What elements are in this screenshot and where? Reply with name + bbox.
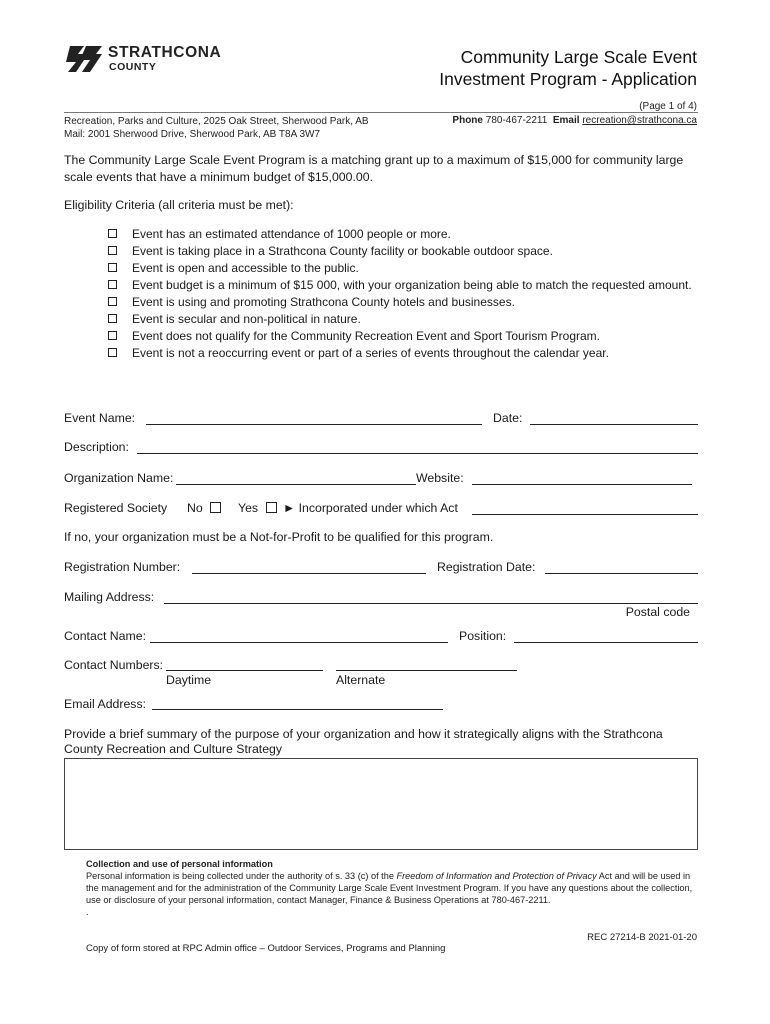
website-field[interactable] [472,484,692,485]
website-label: Website: [416,471,464,485]
criterion-6 [108,311,698,328]
criterion-checkbox[interactable] [108,263,117,272]
form-reference-number: REC 27214-B 2021-01-20 [587,932,697,943]
not-for-profit-note: If no, your organization must be a Not-for-Profit to be qualified for this program. [64,530,494,544]
criterion-5 [108,294,698,311]
incorporated-act-field[interactable] [472,514,698,515]
criterion-text: Event budget is a minimum of $15 000, with your organization being able to match the requested amount. [132,278,692,292]
logo-text-strathcona: STRATHCONA [108,44,222,61]
email-link[interactable]: recreation@strathcona.ca [582,115,697,126]
criterion-text: Event is secular and non-political in nature. [132,312,361,326]
description-field[interactable] [137,453,698,454]
department-address [64,115,369,141]
criterion-text: Event is not a reoccurring event or part of a series of events throughout the calendar year. [132,346,609,360]
registered-society-label: Registered Society [64,501,168,515]
criterion-text: Event does not qualify for the Community Recreation Event and Sport Tourism Program. [132,329,601,343]
criterion-checkbox[interactable] [108,246,117,255]
summary-textarea[interactable] [64,758,698,850]
event-name-field[interactable] [146,424,482,425]
registration-number-label: Registration Number: [64,560,181,574]
form-title-line1: Community Large Scale Event [460,47,697,67]
email-label: Email [552,115,580,126]
criterion-4 [108,277,698,294]
registration-date-field[interactable] [545,573,698,574]
criterion-checkbox[interactable] [108,297,117,306]
logo-text-county: COUNTY [109,61,157,73]
mailing-address-label: Mailing Address: [64,590,155,604]
position-field[interactable] [514,642,698,643]
alternate-label: Alternate [336,673,386,687]
criterion-checkbox[interactable] [108,280,117,289]
date-label: Date: [493,411,523,425]
daytime-label: Daytime [166,673,212,687]
criterion-checkbox[interactable] [108,348,117,357]
postal-code-label: Postal code [625,605,690,619]
copy-storage-note: Copy of form stored at RPC Admin office – Outdoor Services, Programs and Planning [86,943,446,954]
strathcona-county-logo [64,44,234,80]
organization-name-label: Organization Name: [64,471,174,485]
criterion-text: Event is using and promoting Strathcona County hotels and businesses. [132,295,515,309]
header-divider [64,112,698,113]
criterion-checkbox[interactable] [108,229,117,238]
organization-name-field[interactable] [176,484,416,485]
criterion-checkbox[interactable] [108,331,117,340]
event-name-label: Event Name: [64,411,136,425]
description-label: Description: [64,440,129,454]
phone-number: 780-467-2211 [485,115,548,126]
no-label: No [187,501,203,515]
privacy-heading: Collection and use of personal information [86,859,273,869]
address-line1: Recreation, Parks and Culture, 2025 Oak Street, Sherwood Park, AB [64,116,369,127]
department-contact [452,115,697,126]
privacy-notice [86,858,698,918]
criterion-text: Event has an estimated attendance of 1000 people or more. [132,227,451,241]
daytime-phone-field[interactable] [166,670,323,671]
address-line2: Mail: 2001 Sherwood Drive, Sherwood Park, AB T8A 3W7 [64,129,321,140]
form-title [439,46,697,90]
program-intro: The Community Large Scale Event Program is a matching grant up to a maximum of $15,000 for community large scale events that have a minimum budget of $15,000.00. [64,153,684,184]
yes-checkbox[interactable] [266,502,277,513]
summary-prompt: Provide a brief summary of the purpose of your organization and how it strategically aligns with the Strathcona County Recreation and Culture Strategy [64,727,663,756]
mailing-address-field[interactable] [164,603,698,604]
criterion-3 [108,260,698,277]
criterion-7 [108,328,698,345]
yes-label: Yes [238,501,259,515]
privacy-text [86,870,698,906]
criterion-text: Event is taking place in a Strathcona County facility or bookable outdoor space. [132,244,553,258]
privacy-dot: . [86,907,89,917]
logo-mark-icon [64,44,104,74]
phone-label: Phone [452,115,483,126]
privacy-act-name: Freedom of Information and Protection of Privacy [396,871,597,881]
criterion-checkbox[interactable] [108,314,117,323]
eligibility-checklist [108,226,698,362]
eligibility-heading: Eligibility Criteria (all criteria must be met): [64,198,294,212]
criterion-2 [108,243,698,260]
email-address-label: Email Address: [64,697,147,711]
criterion-text: Event is open and accessible to the public. [132,261,359,275]
privacy-text-part: Personal information is being collected under the authority of s. 33 (c) of the [86,871,397,881]
contact-name-label: Contact Name: [64,629,147,643]
contact-numbers-label: Contact Numbers: [64,658,164,672]
page-number: (Page 1 of 4) [639,101,697,112]
no-checkbox[interactable] [210,502,221,513]
position-label: Position: [459,629,507,643]
registration-date-label: Registration Date: [437,560,536,574]
form-title-line2: Investment Program - Application [439,69,697,89]
criterion-8 [108,345,698,362]
email-address-field[interactable] [152,709,443,710]
date-field[interactable] [530,424,698,425]
alternate-phone-field[interactable] [336,670,517,671]
registration-number-field[interactable] [192,573,426,574]
contact-name-field[interactable] [150,642,448,643]
incorporated-act-label: ► Incorporated under which Act [283,501,458,515]
criterion-1 [108,226,698,243]
privacy-text-part: Act and will be used in the management and for the administration of the Community Large Scale Event Investment Program. If you have any questions about the collection, use or disclosure of your personal information, contact Manager, Finance & Business Operations at 780-467-2211. [86,871,693,905]
